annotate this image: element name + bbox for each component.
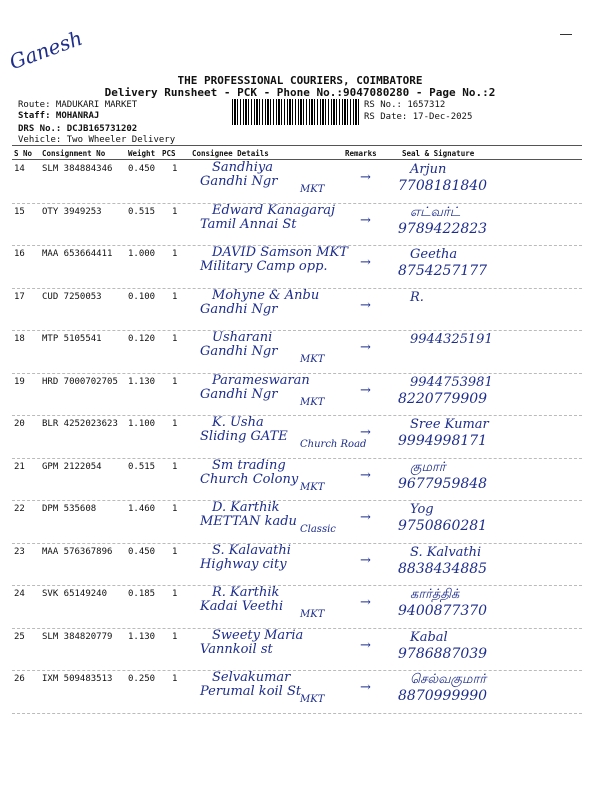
table-row <box>0 330 600 373</box>
consignee-address: Gandhi Ngr <box>200 344 278 359</box>
row-weight: 1.100 <box>128 419 156 429</box>
row-weight: 0.250 <box>128 674 156 684</box>
receiver-phone: 7708181840 <box>398 178 488 194</box>
receiver-name: Yog <box>410 502 434 517</box>
row-pcs: 1 <box>172 206 178 217</box>
row-weight: 0.450 <box>128 546 156 557</box>
consignee-name: Usharani <box>212 330 273 345</box>
table-row <box>0 415 600 458</box>
barcode <box>232 99 360 125</box>
row-consignment: SLM 384820779 <box>42 631 113 642</box>
table-row <box>0 160 600 203</box>
row-sno: 14 <box>14 164 25 174</box>
arrow-mark: → <box>360 212 371 228</box>
row-pcs: 1 <box>172 291 178 302</box>
row-sno: 17 <box>14 291 25 302</box>
receiver-phone: 9677959848 <box>398 475 488 492</box>
arrow-mark: → <box>360 595 371 610</box>
col-consignment: Consignment No <box>42 149 106 158</box>
corner-mark <box>560 34 572 35</box>
row-weight: 0.515 <box>128 461 156 472</box>
row-pcs: 1 <box>172 249 178 259</box>
row-weight: 0.515 <box>128 206 156 217</box>
consignee-name: Mohyne & Anbu <box>212 287 320 303</box>
row-weight: 1.130 <box>128 376 156 387</box>
arrow-mark: → <box>360 255 371 270</box>
consignee-address: Kadai Veethi <box>200 599 284 614</box>
row-sno: 25 <box>14 631 25 642</box>
row-pcs: 1 <box>172 334 178 344</box>
consignee-area: MKT <box>300 396 325 408</box>
consignee-area: MKT <box>300 609 325 620</box>
table-row <box>0 670 600 713</box>
receiver-phone: 8754257177 <box>398 263 488 279</box>
table-row <box>0 373 600 416</box>
receiver-name: குமார் <box>410 459 446 475</box>
receiver-name: எட்வர்ட் <box>410 204 461 220</box>
arrow-mark: → <box>360 637 371 653</box>
row-consignment: HRD 7000702705 <box>42 376 118 387</box>
consignee-name: Edward Kanagaraj <box>212 202 336 218</box>
header-top-rule <box>12 145 582 146</box>
receiver-phone: 9786887039 <box>398 645 488 662</box>
receiver-phone: 9789422823 <box>398 220 488 237</box>
row-weight: 0.185 <box>128 589 156 599</box>
consignee-name: Sweety Maria <box>212 627 304 643</box>
col-seal: Seal & Signature <box>402 149 475 158</box>
row-sno: 24 <box>14 589 25 599</box>
receiver-name: 9944753981 <box>410 374 493 390</box>
arrow-mark: → <box>360 425 371 440</box>
consignee-area: Classic <box>300 524 336 535</box>
receiver-phone: 8220779909 <box>398 390 488 407</box>
row-consignment: MTP 5105541 <box>42 334 102 344</box>
row-pcs: 1 <box>172 674 178 684</box>
consignee-name: R. Karthik <box>212 585 280 600</box>
row-sno: 21 <box>14 461 25 472</box>
row-weight: 0.120 <box>128 334 156 344</box>
consignee-address: Perumal koil St <box>200 684 302 699</box>
receiver-name: Sree Kumar <box>410 417 489 432</box>
row-sno: 20 <box>14 419 25 429</box>
consignee-address: Military Camp opp. <box>200 259 328 274</box>
rs-date: RS Date: 17-Dec-2025 <box>364 112 473 122</box>
row-weight: 0.100 <box>128 291 156 302</box>
arrow-mark: → <box>360 382 371 398</box>
receiver-name: R. <box>410 289 424 305</box>
consignee-area: Church Road <box>300 439 367 450</box>
row-sno: 23 <box>14 546 25 557</box>
row-sno: 19 <box>14 376 25 387</box>
consignee-address: Gandhi Ngr <box>200 301 278 317</box>
row-weight: 1.130 <box>128 631 156 642</box>
row-consignment: DPM 535608 <box>42 504 97 514</box>
row-sno: 26 <box>14 674 25 684</box>
runsheet-title: Delivery Runsheet - PCK - Phone No.:9047080280 - Page No.:2 <box>104 86 496 99</box>
arrow-mark: → <box>360 680 371 695</box>
arrow-mark: → <box>360 340 371 355</box>
consignee-address: METTAN kadu <box>200 514 297 529</box>
row-pcs: 1 <box>172 631 178 642</box>
receiver-name: S. Kalvathi <box>410 544 482 560</box>
consignee-address: Vannkoil st <box>200 641 273 657</box>
row-pcs: 1 <box>172 376 178 387</box>
row-consignment: SVK 65149240 <box>42 589 108 599</box>
col-weight: Weight <box>128 149 156 158</box>
drs-number: DRS No.: DCJB165731202 <box>18 124 138 134</box>
consignee-name: D. Karthik <box>212 500 280 515</box>
col-sno: S No <box>14 149 33 158</box>
receiver-phone: 9994998171 <box>398 433 488 449</box>
table-row <box>0 203 600 246</box>
row-sno: 22 <box>14 504 25 514</box>
consignee-address: Tamil Annai St <box>200 216 297 232</box>
row-sno: 15 <box>14 206 25 217</box>
row-pcs: 1 <box>172 546 178 557</box>
consignee-address: Gandhi Ngr <box>200 174 278 189</box>
consignee-name: Parameswaran <box>212 372 310 388</box>
col-consignee: Consignee Details <box>192 149 269 158</box>
row-consignment: OTY 3949253 <box>42 206 102 217</box>
arrow-mark: → <box>360 552 371 568</box>
vehicle-label: Vehicle: Two Wheeler Delivery <box>18 135 176 145</box>
receiver-phone: 8838434885 <box>398 560 488 577</box>
row-rule <box>12 713 582 714</box>
arrow-mark: → <box>360 170 371 185</box>
table-row <box>0 543 600 586</box>
consignee-name: Selvakumar <box>212 670 291 685</box>
row-consignment: GPM 2122054 <box>42 461 102 472</box>
receiver-name: செல்வகுமார் <box>410 672 487 687</box>
receiver-phone: 9400877370 <box>398 603 488 619</box>
row-consignment: BLR 4252023623 <box>42 419 118 429</box>
consignee-name: S. Kalavathi <box>212 542 291 558</box>
receiver-name: Kabal <box>410 629 448 645</box>
row-consignment: MAA 576367896 <box>42 546 113 557</box>
consignee-area: MKT <box>300 694 325 705</box>
receiver-phone: 8870999990 <box>398 688 488 704</box>
table-row <box>0 288 600 331</box>
row-pcs: 1 <box>172 504 178 514</box>
row-sno: 16 <box>14 249 25 259</box>
receiver-name: Geetha <box>410 247 458 262</box>
row-pcs: 1 <box>172 164 178 174</box>
row-weight: 1.460 <box>128 504 156 514</box>
consignee-address: Highway city <box>200 556 287 572</box>
row-weight: 1.000 <box>128 249 156 259</box>
company-name: THE PROFESSIONAL COURIERS, COIMBATORE <box>177 74 423 87</box>
route-label: Route: MADUKARI MARKET <box>18 100 138 110</box>
table-row <box>0 585 600 628</box>
consignee-name: Sandhiya <box>212 160 273 175</box>
handwritten-initials: Ganesh <box>6 25 86 75</box>
row-consignment: MAA 653664411 <box>42 249 113 259</box>
row-consignment: SLM 384884346 <box>42 164 113 174</box>
table-row <box>0 458 600 501</box>
consignee-address: Church Colony <box>200 471 299 487</box>
table-row <box>0 628 600 671</box>
col-pcs: PCS <box>162 149 176 158</box>
staff-label: Staff: MOHANRAJ <box>18 111 100 121</box>
rs-number: RS No.: 1657312 <box>364 100 446 110</box>
receiver-name: கார்த்திக் <box>410 587 460 602</box>
consignee-area: MKT <box>300 354 325 365</box>
consignee-address: Sliding GATE <box>200 429 288 444</box>
consignee-area: MKT <box>300 481 325 493</box>
consignee-address: Gandhi Ngr <box>200 386 278 402</box>
arrow-mark: → <box>360 510 371 525</box>
receiver-phone: 9750860281 <box>398 518 488 534</box>
row-pcs: 1 <box>172 419 178 429</box>
receiver-name: 9944325191 <box>410 332 493 347</box>
table-row <box>0 245 600 288</box>
row-sno: 18 <box>14 334 25 344</box>
arrow-mark: → <box>360 467 371 483</box>
consignee-name: Sm trading <box>212 457 286 473</box>
col-remarks: Remarks <box>345 149 377 158</box>
consignee-area: MKT <box>300 184 325 195</box>
arrow-mark: → <box>360 297 371 313</box>
consignee-name: K. Usha <box>212 415 264 430</box>
receiver-name: Arjun <box>410 162 447 177</box>
row-weight: 0.450 <box>128 164 156 174</box>
row-pcs: 1 <box>172 461 178 472</box>
row-consignment: IXM 509483513 <box>42 674 113 684</box>
consignee-name: DAVID Samson MKT <box>212 245 348 260</box>
row-pcs: 1 <box>172 589 178 599</box>
row-consignment: CUD 7250053 <box>42 291 102 302</box>
table-row <box>0 500 600 543</box>
